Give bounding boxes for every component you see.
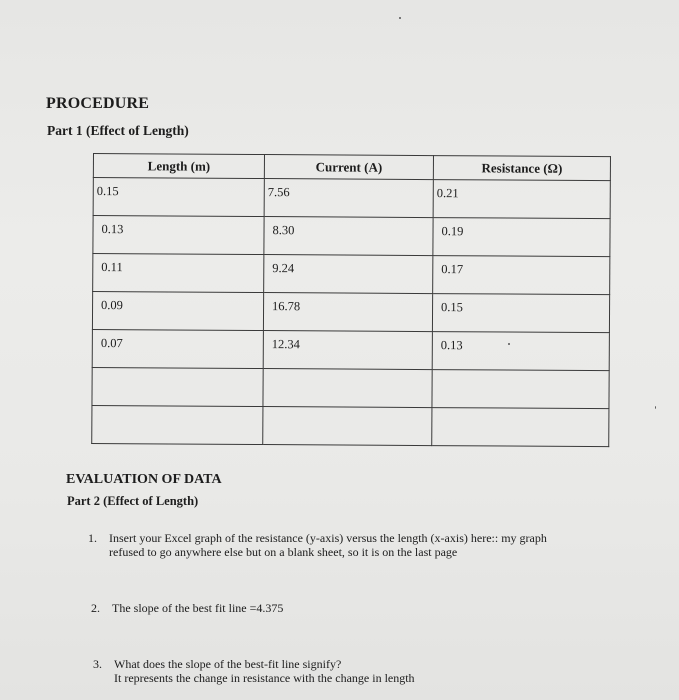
question-text (114, 657, 415, 685)
question-line: refused to go anywhere else but on a blank sheet, so it is on the last page (109, 545, 458, 559)
cell-length: 0.09 (101, 298, 123, 313)
procedure-heading: PROCEDURE (46, 95, 150, 112)
question-number: 2. (91, 601, 100, 615)
cell-length: 0.11 (101, 260, 123, 275)
cell-resistance: 0.15 (441, 300, 463, 315)
header-length: Length (m) (93, 154, 264, 179)
table-cell (432, 370, 609, 409)
table-cell (432, 408, 609, 447)
cell-current: 7.56 (267, 185, 290, 200)
question-line: The slope of the best fit line =4.375 (112, 601, 284, 615)
table-cell (263, 369, 432, 408)
cell-current (264, 369, 432, 376)
question-text (112, 601, 283, 615)
question-line: Insert your Excel graph of the resistance (y-axis) versus the length (x-axis) here:: my graph (109, 531, 547, 545)
cell-length (92, 406, 262, 413)
cell-resistance: 0.17 (441, 262, 464, 277)
table-cell (93, 216, 264, 255)
table-row (92, 292, 609, 333)
cell-resistance (433, 370, 609, 377)
cell-length: 0.15 (96, 184, 119, 199)
part2-subheading: Part 2 (Effect of Length) (67, 494, 199, 508)
paper-speck (399, 17, 401, 19)
evaluation-heading: EVALUATION OF DATA (66, 472, 222, 487)
table-cell (263, 293, 432, 332)
table-row (92, 329, 609, 370)
table-row (92, 367, 609, 408)
cell-current: 12.34 (271, 337, 301, 352)
data-table (91, 153, 611, 447)
cell-current: 16.78 (272, 299, 301, 314)
paper-speck (655, 406, 656, 409)
cell-resistance: 0.21 (436, 186, 459, 201)
cell-current (263, 407, 431, 414)
table-row (93, 216, 610, 257)
cell-resistance: 0.13 (440, 338, 463, 353)
table-cell (433, 218, 610, 257)
question-number: 1. (88, 531, 97, 545)
table-row (93, 254, 610, 295)
table-row (93, 178, 610, 219)
cell-current: 9.24 (272, 261, 295, 276)
table-cell (92, 329, 263, 368)
paper-speck (508, 343, 510, 345)
table-cell (432, 294, 609, 333)
table-cell (264, 217, 433, 256)
table-cell (93, 254, 264, 293)
cell-length: 0.13 (101, 222, 124, 237)
table-cell (92, 292, 263, 331)
table-cell (433, 180, 610, 219)
table-cell (263, 407, 432, 446)
question-line: What does the slope of the best-fit line signify? (114, 657, 342, 671)
table-cell (433, 256, 610, 295)
header-resistance: Resistance (Ω) (433, 156, 610, 181)
question-text (109, 531, 547, 559)
table-cell (92, 367, 263, 406)
table-cell (432, 332, 609, 371)
cell-resistance (432, 408, 608, 415)
cell-length (93, 368, 263, 375)
cell-length: 0.07 (100, 336, 123, 351)
table-row (92, 405, 609, 446)
question-number: 3. (93, 657, 102, 671)
table-cell (92, 405, 263, 444)
question-line: It represents the change in resistance with the change in length (114, 671, 415, 685)
table-header-row (93, 154, 610, 181)
table-cell (263, 331, 432, 370)
table-cell (264, 255, 433, 294)
table-cell (264, 179, 433, 218)
part1-subheading: Part 1 (Effect of Length) (47, 123, 189, 138)
cell-current: 8.30 (272, 223, 295, 238)
cell-resistance: 0.19 (441, 224, 464, 239)
table-cell (93, 178, 264, 217)
header-current: Current (A) (264, 155, 433, 180)
